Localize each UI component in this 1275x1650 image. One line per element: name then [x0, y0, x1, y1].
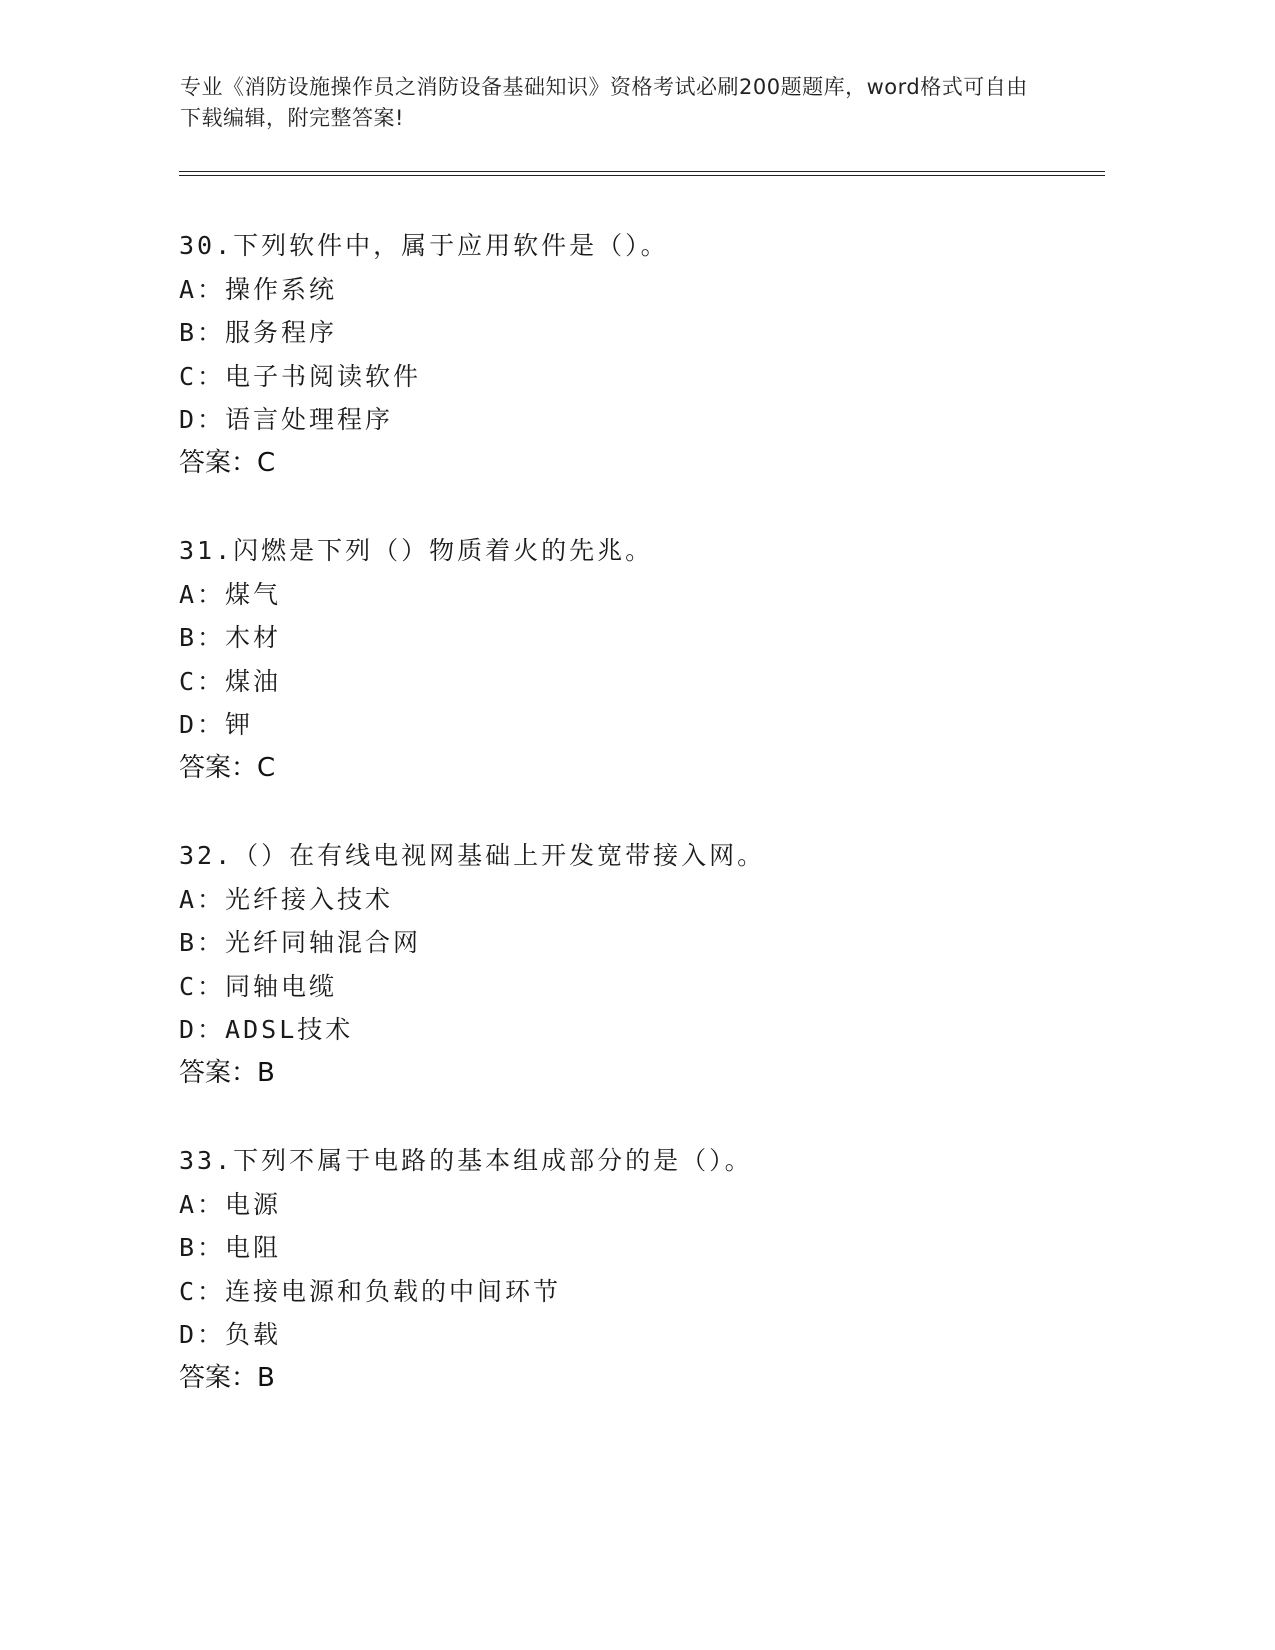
option-c: C：电子书阅读软件	[179, 361, 422, 391]
option-c: C：同轴电缆	[179, 971, 338, 1001]
option-a: A：光纤接入技术	[179, 884, 394, 914]
option-c: C：煤油	[179, 666, 282, 696]
option-a: A：电源	[179, 1189, 282, 1219]
answer: 答案：B	[179, 1362, 275, 1393]
document-header: 专业《消防设施操作员之消防设备基础知识》资格考试必刷200题题库，word格式可自由下载编辑，附完整答案!	[180, 75, 1028, 130]
option-b: B：木材	[179, 623, 282, 653]
option-d: D：语言处理程序	[179, 405, 394, 435]
question-30	[179, 224, 1119, 486]
option-b: B：服务程序	[179, 318, 338, 348]
question-stem: 33.下列不属于电路的基本组成部分的是（）。	[179, 1146, 753, 1175]
question-stem: 32.（）在有线电视网基础上开发宽带接入网。	[179, 841, 766, 870]
answer: 答案：B	[179, 1057, 275, 1088]
question-33	[179, 1139, 1119, 1401]
header-divider-bottom	[179, 175, 1105, 176]
option-d: D：负载	[179, 1320, 282, 1350]
option-d: D：ADSL技术	[179, 1015, 354, 1045]
option-b: B：电阻	[179, 1233, 282, 1263]
question-32	[179, 834, 1119, 1096]
question-stem: 30.下列软件中，属于应用软件是（）。	[179, 231, 669, 260]
answer: 答案：C	[179, 752, 276, 783]
question-stem: 31.闪燃是下列（）物质着火的先兆。	[179, 536, 654, 565]
option-a: A：操作系统	[179, 274, 338, 304]
option-a: A：煤气	[179, 579, 282, 609]
option-d: D：钾	[179, 710, 254, 740]
option-b: B：光纤同轴混合网	[179, 928, 422, 958]
answer: 答案：C	[179, 447, 276, 478]
question-31	[179, 529, 1119, 791]
header-divider-top	[179, 171, 1105, 172]
option-c: C：连接电源和负载的中间环节	[179, 1276, 562, 1306]
